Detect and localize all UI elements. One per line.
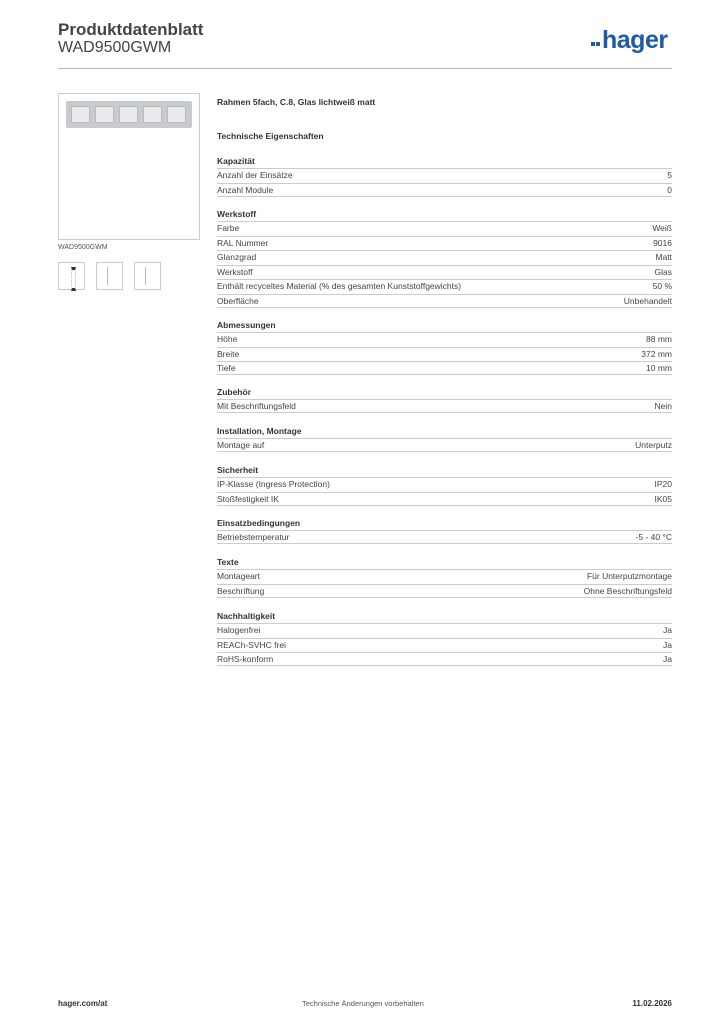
property-label: Montageart <box>217 571 260 581</box>
property-value: IK05 <box>654 493 672 504</box>
image-caption: WAD9500GWM <box>58 244 108 251</box>
property-row <box>217 168 672 182</box>
thumbnail-graphic <box>71 267 76 291</box>
property-value: 5 <box>667 170 672 180</box>
footer-date: 11.02.2026 <box>632 999 672 1008</box>
section-title: Abmessungen <box>217 320 276 330</box>
property-label: Enthält recyceltes Material (% des gesamten Kunststoffgewichts) <box>217 281 462 291</box>
property-label: Anzahl Module <box>217 184 274 195</box>
property-label: RoHS-konform <box>217 654 274 664</box>
property-row <box>217 652 672 666</box>
page-title: Produktdatenblatt <box>58 20 204 39</box>
property-label: Beschriftung <box>217 585 265 596</box>
property-label: Farbe <box>217 223 240 233</box>
footer-website[interactable]: hager.com/at <box>58 999 108 1008</box>
section-title: Sicherheit <box>217 465 259 475</box>
property-label: Breite <box>217 348 240 359</box>
footer-notice: Technische Änderungen vorbehalten <box>302 999 424 1008</box>
frame-slot <box>119 106 138 123</box>
property-row <box>217 477 672 491</box>
product-description: Rahmen 5fach, C.8, Glas lichtweiß matt <box>217 97 376 107</box>
property-value: Ohne Beschriftungsfeld <box>583 585 672 596</box>
property-label: Oberfläche <box>217 295 259 306</box>
property-value: Unterputz <box>635 440 672 450</box>
property-value: IP20 <box>654 479 672 489</box>
property-value: 88 mm <box>646 334 672 344</box>
section-title: Zubehör <box>217 387 251 397</box>
thumbnail-graphic <box>145 267 146 285</box>
header-divider <box>58 68 672 69</box>
section-title: Texte <box>217 557 239 567</box>
thumbnail[interactable] <box>96 262 123 290</box>
property-label: Glanzgrad <box>217 252 257 262</box>
property-row <box>217 399 672 413</box>
property-value: Ja <box>663 654 672 664</box>
property-value: Weiß <box>652 223 672 233</box>
property-value: 0 <box>667 184 672 195</box>
property-value: Glas <box>654 266 672 277</box>
property-row <box>217 438 672 452</box>
thumbnail[interactable] <box>134 262 161 290</box>
property-row <box>217 361 672 375</box>
property-value: Für Unterputzmontage <box>586 571 672 581</box>
technical-properties-heading: Technische Eigenschaften <box>217 131 324 141</box>
section-title: Einsatzbedingungen <box>217 518 301 528</box>
property-value: 9016 <box>653 237 672 248</box>
hager-logo[interactable] <box>591 28 668 53</box>
property-label: Anzahl der Einsätze <box>217 170 293 180</box>
property-label: Halogenfrei <box>217 625 261 635</box>
section-title: Werkstoff <box>217 209 257 219</box>
property-row <box>217 347 672 361</box>
logo-text: hager <box>602 26 668 54</box>
product-code: WAD9500GWM <box>58 39 172 56</box>
property-value: Ja <box>663 625 672 635</box>
property-row <box>217 492 672 506</box>
property-row <box>217 279 672 293</box>
property-value: Unbehandelt <box>623 295 672 306</box>
property-row <box>217 294 672 308</box>
property-row <box>217 638 672 652</box>
property-label: Mit Beschriftungsfeld <box>217 401 296 411</box>
property-row <box>217 265 672 279</box>
property-label: RAL Nummer <box>217 237 269 248</box>
property-value: Ja <box>663 639 672 650</box>
property-value: 372 mm <box>641 348 672 359</box>
property-label: Montage auf <box>217 440 265 450</box>
frame-slot <box>143 106 162 123</box>
section-title: Kapazität <box>217 156 255 166</box>
property-value: -5 - 40 °C <box>635 532 672 542</box>
property-row <box>217 584 672 598</box>
frame-plate <box>66 101 192 128</box>
property-label: IP-Klasse (Ingress Protection) <box>217 479 330 489</box>
property-label: Tiefe <box>217 363 236 373</box>
frame-slot <box>71 106 90 123</box>
property-value: 10 mm <box>646 363 672 373</box>
thumbnail[interactable] <box>58 262 85 290</box>
property-row <box>217 221 672 235</box>
property-value: Matt <box>655 252 672 262</box>
property-value: 50 % <box>652 281 672 291</box>
property-label: Betriebstemperatur <box>217 532 290 542</box>
property-value: Nein <box>654 401 672 411</box>
property-row <box>217 183 672 197</box>
property-row <box>217 250 672 264</box>
property-row <box>217 623 672 637</box>
property-row <box>217 332 672 346</box>
section-title: Installation, Montage <box>217 426 302 436</box>
frame-slot <box>95 106 114 123</box>
section-title: Nachhaltigkeit <box>217 611 276 621</box>
property-row <box>217 530 672 544</box>
thumbnail-graphic <box>107 267 108 285</box>
frame-slot <box>167 106 186 123</box>
product-image[interactable] <box>58 93 200 240</box>
property-label: Stoßfestigkeit IK <box>217 493 279 504</box>
property-label: REACh-SVHC frei <box>217 639 286 650</box>
property-row <box>217 569 672 583</box>
property-label: Werkstoff <box>217 266 253 277</box>
property-label: Höhe <box>217 334 238 344</box>
property-row <box>217 236 672 250</box>
